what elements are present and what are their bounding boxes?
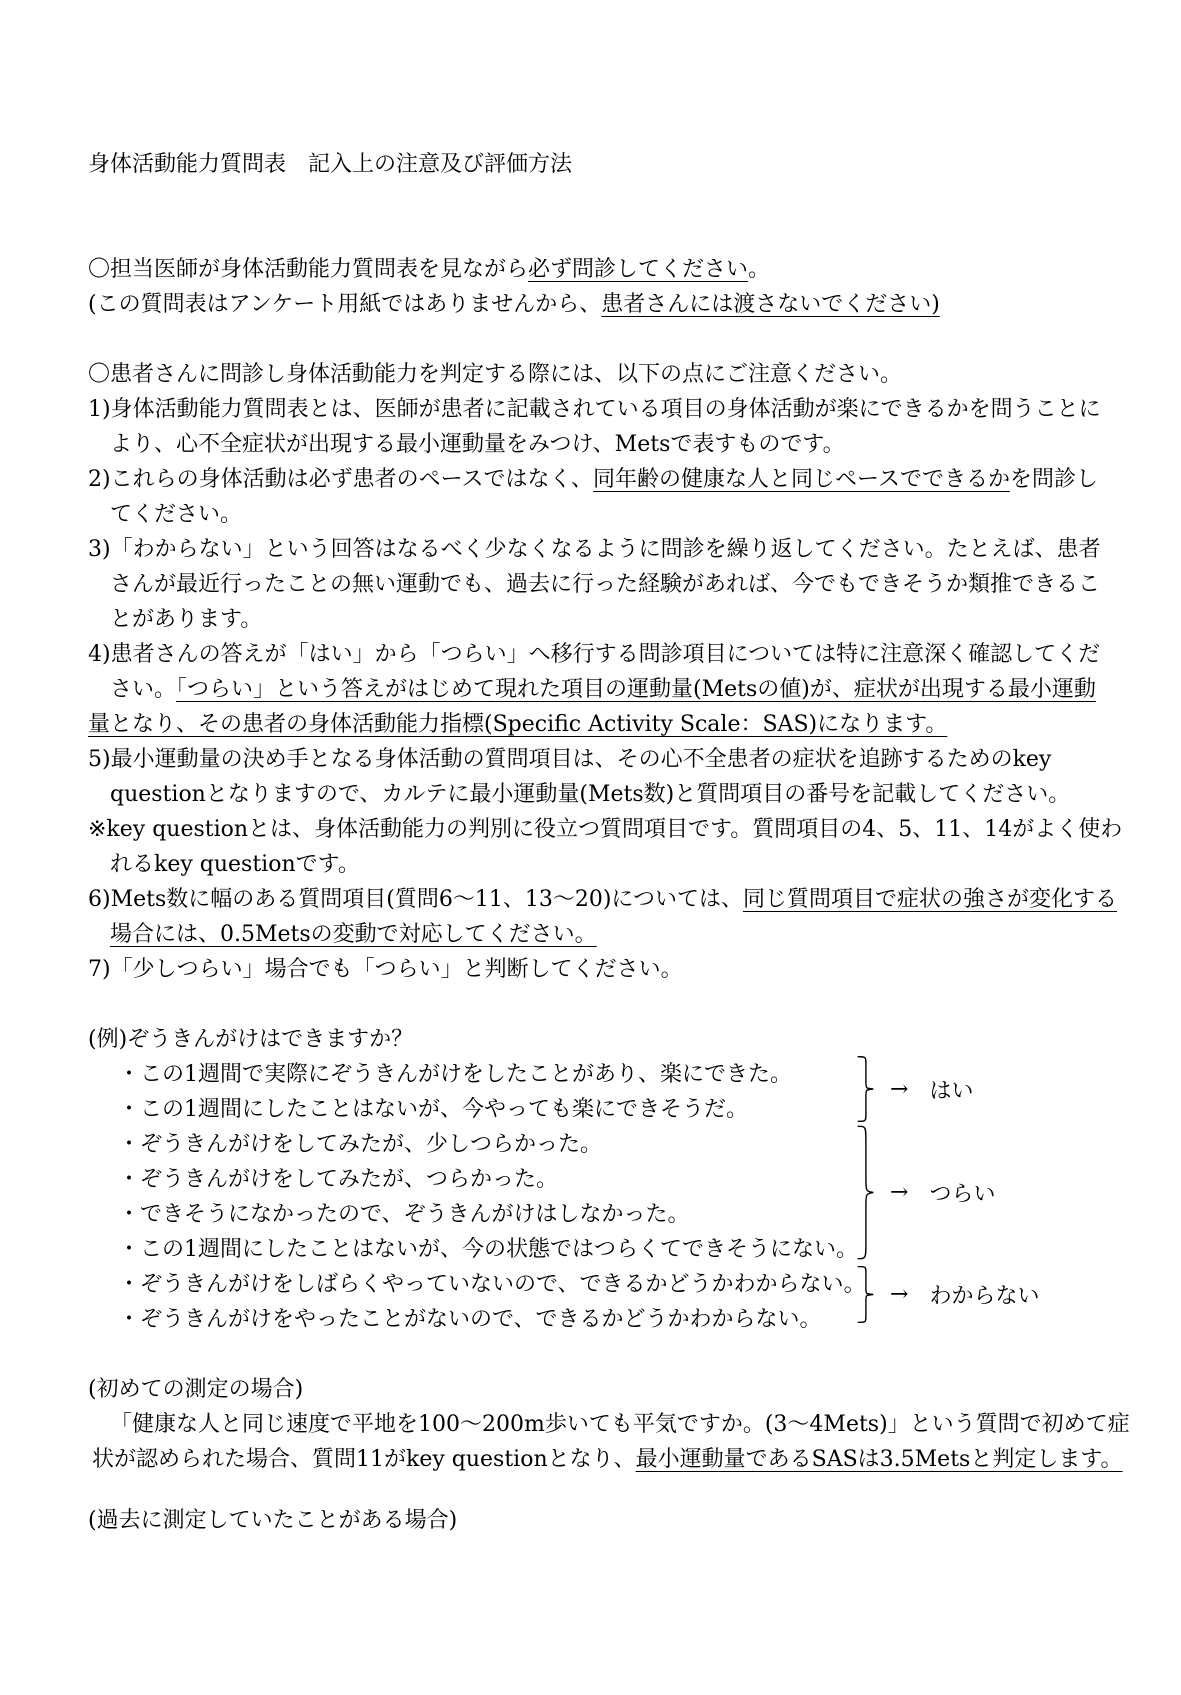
example-answer-block <box>88 1057 1128 1337</box>
spacer <box>88 1337 1128 1372</box>
example-bullet-2: ・この1週間にしたことはないが、今やっても楽にできそうだ。 <box>118 1097 748 1122</box>
item-4-pre: さい。 <box>110 677 177 702</box>
first-measurement-line-1: 「健康な人と同じ速度で平地を100〜200m歩いても平気ですか。(3〜4Mets)」という質問で初めて症 <box>110 1412 1130 1437</box>
spacer <box>88 322 1128 357</box>
key-question-note-line-1: ※key questionとは、身体活動能力の判別に役立つ質問項目です。質問項目の4、5、11、14がよく使わ <box>88 817 1123 842</box>
note-doctor-underline: 必ず問診してください <box>528 257 749 282</box>
item-4-underline-1: 「つらい」という答えがはじめて現れた項目の運動量(Metsの値)が、症状が出現する最小運動 <box>176 677 1096 702</box>
item-6-underline-1: 同じ質問項目で症状の強さが変化する <box>742 887 1117 912</box>
first-measurement-underline: 最小運動量であるSASは3.5Metsと判定します。 <box>635 1447 1123 1472</box>
note-sheet-underline: 患者さんには渡さないでください) <box>601 292 940 317</box>
arrow-right-icon: → <box>890 1180 909 1205</box>
item-2-line-1 <box>88 462 1128 497</box>
answer-unknown-label: わからない <box>929 1284 1040 1309</box>
item-2-pre: 2)これらの身体活動は必ず患者のペースではなく、 <box>88 467 594 492</box>
spacer <box>88 1477 1128 1503</box>
brace-hard-icon <box>854 1125 876 1260</box>
item-5-line-1: 5)最小運動量の決め手となる身体活動の質問項目は、その心不全患者の症状を追跡するためのkey <box>88 747 1052 772</box>
spacer <box>88 182 1128 217</box>
item-7-line-1: 7)「少しつらい」場合でも「つらい」と判断してください。 <box>88 957 683 982</box>
item-2-line-2: てください。 <box>110 502 243 527</box>
spacer <box>88 987 1128 1022</box>
answer-yes <box>890 1056 973 1122</box>
note-doctor-line <box>88 252 1128 287</box>
example-bullet-1: ・この1週間で実際にぞうきんがけをしたことがあり、楽にできた。 <box>118 1062 792 1087</box>
item-4-line-3 <box>88 707 1128 742</box>
past-measurement-header: (過去に測定していたことがある場合) <box>88 1508 458 1533</box>
example-bullet-3: ・ぞうきんがけをしてみたが、少しつらかった。 <box>118 1132 603 1157</box>
item-6-underline-2: 場合には、0.5Metsの変動で対応してください。 <box>110 922 597 947</box>
item-2-underline: 同年齢の健康な人と同じペースでできるか <box>593 467 1010 492</box>
arrow-right-icon: → <box>890 1282 909 1307</box>
item-3-line-1: 3)「わからない」という回答はなるべく少なくなるように問診を繰り返してください。たとえば、患者 <box>88 537 1101 562</box>
note-doctor-post: 。 <box>748 257 771 282</box>
item-6-line-2 <box>88 917 1128 952</box>
brace-unknown-icon <box>854 1266 876 1323</box>
item-4-line-2 <box>88 672 1128 707</box>
answer-yes-label: はい <box>929 1078 974 1104</box>
item-4-underline-2: 量となり、その患者の身体活動能力指標(Specific Activity Scale：SAS)になります。 <box>88 712 948 737</box>
item-3-line-2: さんが最近行ったことの無い運動でも、過去に行った経験があれば、今でもできそうか類推できるこ <box>110 572 1101 597</box>
note-doctor-pre: 〇担当医師が身体活動能力質問表を見ながら <box>88 257 529 282</box>
note-sheet-pre: (この質問表はアンケート用紙ではありませんから、 <box>88 292 602 317</box>
page-title: 身体活動能力質問表 記入上の注意及び評価方法 <box>88 152 573 177</box>
example-bullet-8: ・ぞうきんがけをやったことがないので、できるかどうかわからない。 <box>118 1307 822 1332</box>
spacer <box>88 217 1128 252</box>
item-2-post: を問診し <box>1009 467 1098 492</box>
item-4-line-1: 4)患者さんの答えが「はい」から「つらい」へ移行する問診項目については特に注意深く確認してくだ <box>88 642 1101 667</box>
attention-header: 〇患者さんに問診し身体活動能力を判定する際には、以下の点にご注意ください。 <box>88 362 903 387</box>
example-bullet-6: ・この1週間にしたことはないが、今の状態ではつらくてできそうにない。 <box>118 1237 858 1262</box>
example-header: (例)ぞうきんがけはできますか？ <box>88 1027 414 1052</box>
example-bullet-7: ・ぞうきんがけをしばらくやっていないので、できるかどうかわからない。 <box>118 1272 866 1297</box>
arrow-right-icon: → <box>890 1076 909 1102</box>
note-sheet-line <box>88 287 1128 322</box>
first-measurement-line-2 <box>88 1442 1128 1477</box>
answer-hard <box>890 1125 995 1260</box>
first-measurement-pre: 状が認められた場合、質問11がkey questionとなり、 <box>92 1447 636 1472</box>
document-content <box>88 147 1128 1538</box>
item-6-pre: 6)Mets数に幅のある質問項目(質問6〜11、13〜20)については、 <box>88 887 743 912</box>
item-1-line-1: 1)身体活動能力質問表とは、医師が患者に記載されている項目の身体活動が楽にできるかを問うことに <box>88 397 1101 422</box>
brace-yes-icon <box>854 1056 876 1122</box>
item-5-line-2: questionとなりますので、カルテに最小運動量(Mets数)と質問項目の番号を記載してください。 <box>110 782 1071 807</box>
key-question-note-line-2: れるkey questionです。 <box>110 852 360 877</box>
item-1-line-2: より、心不全症状が出現する最小運動量をみつけ、Metsで表すものです。 <box>110 432 845 457</box>
item-3-line-3: とがあります。 <box>110 607 263 632</box>
first-measurement-header: (初めての測定の場合) <box>88 1377 304 1402</box>
answer-unknown <box>890 1266 1039 1323</box>
item-6-line-1 <box>88 882 1128 917</box>
answer-hard-label: つらい <box>929 1182 996 1207</box>
example-bullet-4: ・ぞうきんがけをしてみたが、つらかった。 <box>118 1167 559 1192</box>
example-bullet-5: ・できそうになかったので、ぞうきんがけはしなかった。 <box>118 1202 690 1227</box>
